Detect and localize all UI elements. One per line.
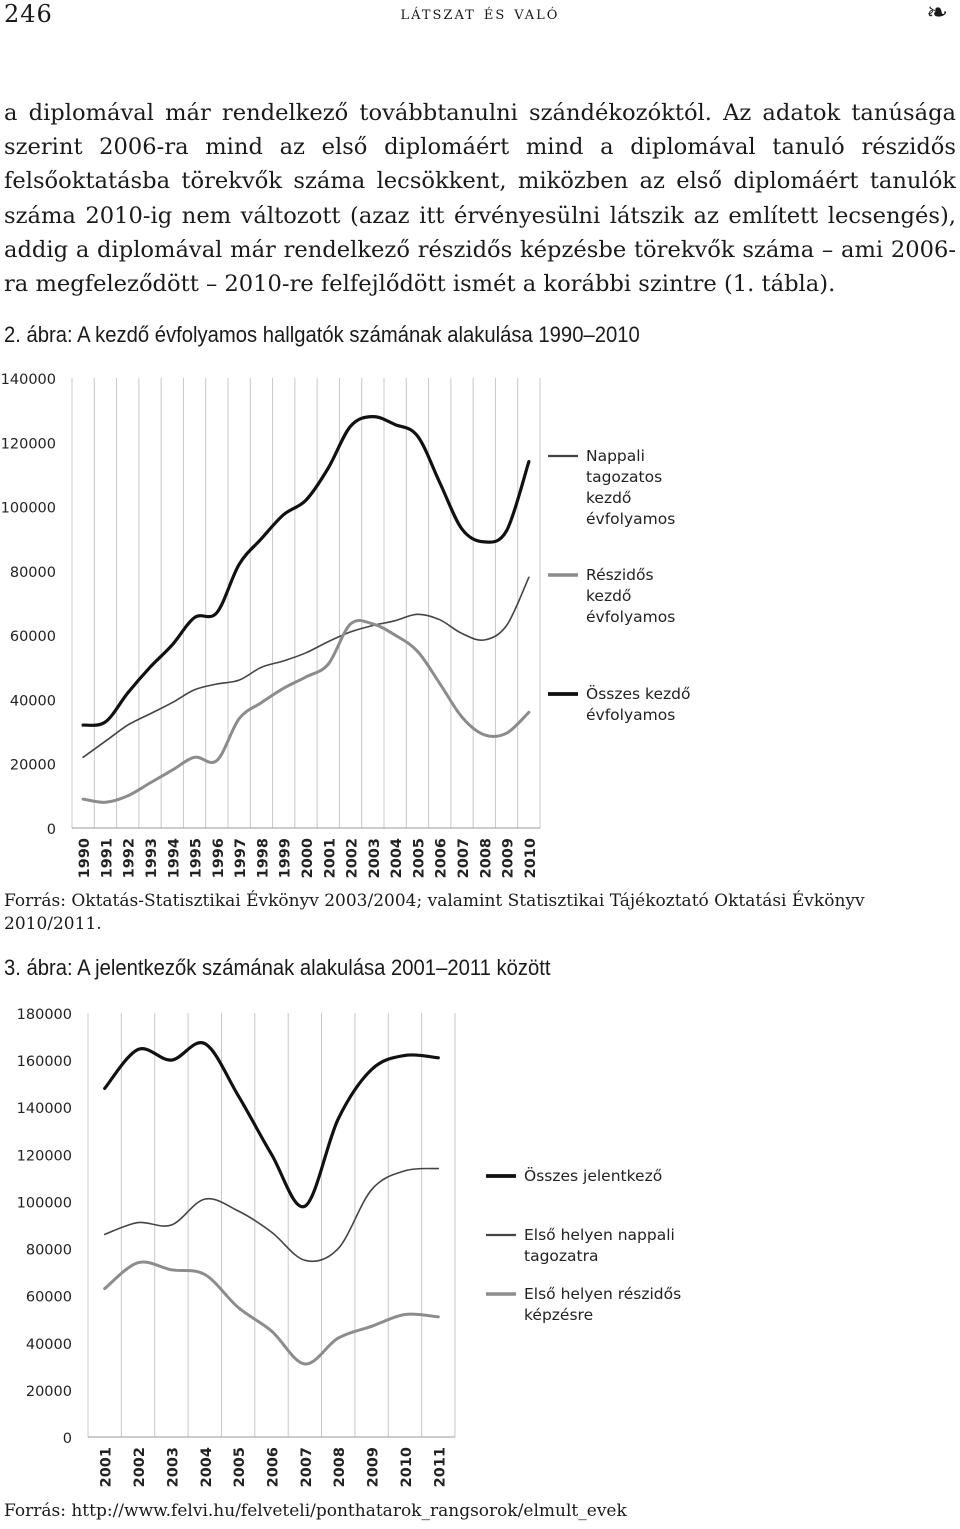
- y-tick-label: 120000: [16, 1148, 72, 1165]
- figure-3-title: 3. ábra: A jelentkezők számának alakulása 2001–2011 között: [4, 955, 551, 980]
- y-tick-label: 100000: [0, 500, 56, 517]
- x-tick-label: 2005: [411, 838, 428, 879]
- y-tick-label: 120000: [0, 436, 56, 453]
- y-tick-label: 140000: [0, 372, 56, 388]
- legend-label: Részidős kezdő évfolyamos: [586, 566, 676, 626]
- legend-label: Első helyen részidős képzésre: [524, 1285, 682, 1324]
- y-tick-label: 140000: [16, 1101, 72, 1118]
- x-tick-label: 2002: [344, 838, 361, 879]
- page-number: 246: [4, 0, 53, 28]
- y-tick-label: 0: [62, 1431, 72, 1447]
- x-tick-label: 1994: [166, 838, 183, 879]
- x-tick-label: 2005: [232, 1447, 249, 1488]
- x-tick-label: 1992: [121, 838, 138, 879]
- y-tick-label: 20000: [9, 757, 56, 774]
- y-tick-label: 60000: [25, 1289, 72, 1306]
- x-tick-label: 1996: [210, 838, 227, 879]
- x-tick-label: 2004: [389, 838, 406, 879]
- figure-2-title: 2. ábra: A kezdő évfolyamos hallgatók számának alakulása 1990–2010: [4, 322, 640, 347]
- legend-label: Összes kezdő évfolyamos: [586, 685, 691, 724]
- x-tick-label: 2006: [265, 1447, 282, 1488]
- x-tick-label: 1991: [99, 838, 116, 879]
- legend-label: Nappali tagozatos kezdő évfolyamos: [586, 447, 676, 528]
- x-tick-label: 1990: [77, 838, 94, 879]
- x-tick-label: 2009: [500, 838, 517, 879]
- x-tick-label: 2007: [456, 838, 472, 879]
- y-tick-label: 20000: [25, 1383, 72, 1400]
- figure-2-chart: [0, 360, 960, 880]
- running-title: látszat és való: [400, 2, 560, 24]
- x-tick-label: 2003: [366, 838, 383, 879]
- x-tick-label: 2002: [132, 1447, 149, 1488]
- y-tick-label: 80000: [25, 1242, 72, 1259]
- x-tick-label: 2006: [433, 838, 450, 879]
- x-tick-label: 2007: [298, 1447, 315, 1488]
- y-tick-label: 100000: [16, 1195, 72, 1212]
- figure-3-source: Forrás: http://www.felvi.hu/felveteli/ponthatarok_rangsorok/elmult_evek: [4, 1501, 627, 1521]
- x-tick-label: 2011: [432, 1447, 449, 1488]
- y-tick-label: 40000: [9, 693, 56, 710]
- x-tick-label: 1997: [233, 838, 250, 879]
- x-tick-label: 1999: [277, 838, 294, 879]
- x-tick-label: 2010: [522, 838, 539, 879]
- page-header: [0, 0, 960, 30]
- legend-label: Első helyen nappali tagozatra: [524, 1226, 675, 1265]
- x-tick-label: 2000: [300, 838, 316, 879]
- y-tick-label: 60000: [9, 629, 56, 646]
- x-tick-label: 2001: [98, 1447, 115, 1488]
- x-tick-label: 2003: [165, 1447, 182, 1488]
- x-tick-label: 1998: [255, 838, 272, 879]
- y-tick-label: 160000: [16, 1054, 72, 1071]
- x-tick-label: 2009: [365, 1447, 382, 1488]
- figure-2-source: Forrás: Oktatás-Statisztikai Évkönyv 2003/2004; valamint Statisztikai Tájékoztató Oktatási Évkönyv 2010/2011.: [4, 891, 865, 934]
- x-tick-label: 2001: [322, 838, 339, 879]
- fleuron-ornament: ❧: [926, 0, 948, 28]
- x-tick-label: 2004: [198, 1447, 215, 1488]
- x-tick-label: 1995: [188, 838, 205, 879]
- series-line-2: [83, 620, 529, 802]
- y-tick-label: 0: [46, 822, 56, 838]
- x-tick-label: 1993: [144, 838, 160, 879]
- y-tick-label: 180000: [16, 1007, 72, 1023]
- series-line-3: [83, 417, 529, 726]
- x-tick-label: 2008: [332, 1447, 349, 1488]
- y-tick-label: 40000: [25, 1336, 72, 1353]
- body-paragraph: [4, 96, 956, 301]
- x-tick-label: 2008: [478, 838, 495, 879]
- figure-3-chart: [0, 995, 960, 1495]
- paragraph-text: a diplomával már rendelkező továbbtanulni szándékozóktól. Az adatok tanúsága szerint 2006-ra mind az első diplomáért mind a diplomával tanuló részidős felsőoktatásba törekvők száma lecsökkent, miközben az első diplomáért tanulók száma 2010-ig nem változott (azaz itt érvényesülni látszik az említett lecsengés), addig a diplomával már rendelkező részidős képzésbe törekvők száma – ami 2006-ra megfeleződött – 2010-re felfejlődött ismét a korábbi szintre (1. tábla).: [4, 100, 956, 298]
- legend-label: Összes jelentkező: [524, 1167, 663, 1185]
- y-tick-label: 80000: [9, 564, 56, 581]
- x-tick-label: 2010: [398, 1447, 415, 1488]
